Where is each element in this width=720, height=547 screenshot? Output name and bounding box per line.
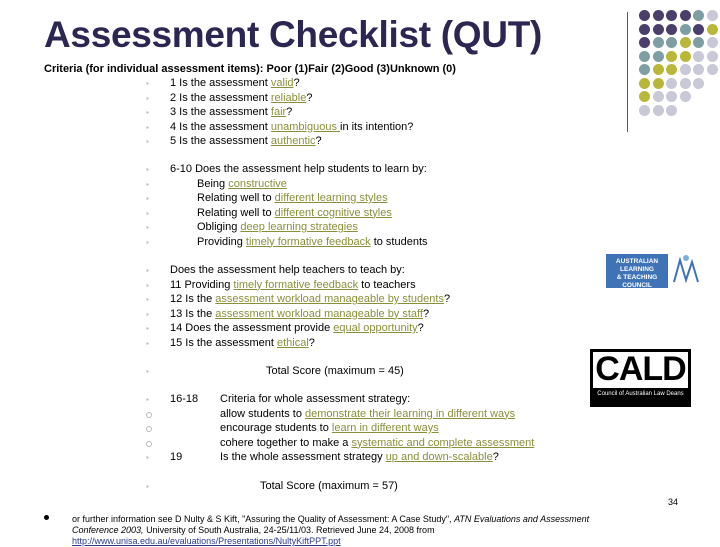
item-text: 4 Is the assessment xyxy=(170,120,271,133)
item-link[interactable]: assessment workload manageable by students xyxy=(215,293,444,305)
hollow-bullet xyxy=(146,426,152,432)
checklist-item xyxy=(170,308,429,321)
item-link[interactable]: learn in different ways xyxy=(331,422,439,434)
item-link[interactable]: unambiguous xyxy=(270,120,340,133)
section-heading: Does the assessment help teachers to teach by: xyxy=(170,264,405,276)
altc-logo-line1: AUSTRALIAN xyxy=(615,258,659,265)
checklist-item xyxy=(170,279,416,292)
item-text: Providing xyxy=(197,235,246,248)
bullet: ▪ xyxy=(146,367,149,376)
decor-dot xyxy=(639,24,650,35)
item-link[interactable]: different cognitive styles xyxy=(274,206,392,219)
decor-dot xyxy=(707,10,718,21)
item-text: Being xyxy=(197,177,229,190)
decor-dot xyxy=(639,78,650,89)
item-suffix: ? xyxy=(443,293,451,305)
item-link[interactable]: deep learning strategies xyxy=(240,221,358,233)
item-text: 11 Providing xyxy=(170,278,234,291)
altc-logo-line2: LEARNING xyxy=(620,266,654,273)
decor-dot xyxy=(666,24,677,35)
decor-dot xyxy=(680,78,691,89)
decor-dot xyxy=(680,24,691,35)
decor-dot xyxy=(653,91,664,102)
item-text: 12 Is the xyxy=(170,293,216,305)
decor-dot xyxy=(639,91,650,102)
decor-dot xyxy=(680,37,691,48)
item-text: Relating well to xyxy=(197,192,275,204)
bullet: ▪ xyxy=(146,137,149,146)
item-link[interactable]: demonstrate their learning in different ways xyxy=(305,407,516,420)
altc-logo-line4: COUNCIL xyxy=(622,282,652,289)
item-suffix: ? xyxy=(293,77,300,89)
item-text: Is the whole assessment strategy xyxy=(220,451,386,463)
checklist-item xyxy=(220,451,499,464)
checklist-item xyxy=(197,236,428,249)
decor-dot xyxy=(653,24,664,35)
item-link[interactable]: timely formative feedback xyxy=(233,278,359,291)
item-text: Relating well to xyxy=(197,206,275,219)
bullet: ▪ xyxy=(146,223,149,232)
divider-line xyxy=(627,12,628,132)
item-suffix: ? xyxy=(315,135,322,147)
item-text: 13 Is the xyxy=(170,307,216,320)
item-link[interactable]: ethical xyxy=(277,336,309,349)
item-suffix: ? xyxy=(306,91,313,104)
decor-dot xyxy=(666,91,677,102)
item-link[interactable]: fair xyxy=(270,106,287,118)
checklist-item xyxy=(170,322,424,335)
item-link[interactable]: equal opportunity xyxy=(333,322,418,334)
bullet: ▪ xyxy=(146,324,149,333)
footer-line2-italic: Conference 2003, xyxy=(72,525,144,535)
bullet: ▪ xyxy=(146,266,149,275)
decor-dot xyxy=(666,78,677,89)
footer-reference xyxy=(72,514,589,547)
page-title: Assessment Checklist (QUT) xyxy=(44,14,543,55)
item-link[interactable]: valid xyxy=(270,77,294,89)
decor-dot xyxy=(680,51,691,62)
bullet: ▪ xyxy=(146,122,149,132)
checklist-item xyxy=(220,408,515,421)
bullet: ▪ xyxy=(146,395,149,404)
bullet: ▪ xyxy=(146,280,149,290)
item-suffix: ? xyxy=(308,336,315,349)
hollow-bullet xyxy=(146,441,152,447)
item-link[interactable]: constructive xyxy=(228,177,287,190)
decor-dot xyxy=(693,51,704,62)
item-suffix: to teachers xyxy=(358,278,416,291)
checklist-item xyxy=(170,293,450,306)
checklist-item xyxy=(170,121,413,134)
bullet: ▪ xyxy=(146,165,149,174)
footer-line2: University of South Australia, 24-25/11/03. Retrieved June 24, 2008 from xyxy=(143,525,435,535)
decor-dot xyxy=(653,78,664,89)
footer-line1-italic: ATN Evaluations and Assessment xyxy=(454,514,590,524)
decor-dot xyxy=(680,10,691,21)
decor-dot xyxy=(693,10,704,21)
decor-dot xyxy=(666,105,677,116)
item-text: allow students to xyxy=(220,407,305,420)
decor-dot xyxy=(680,91,691,102)
checklist-item xyxy=(220,437,534,450)
decor-dot xyxy=(707,24,718,35)
checklist-item xyxy=(197,221,358,234)
item-text: encourage students to xyxy=(220,422,332,434)
bullet: ▪ xyxy=(146,453,149,462)
bullet: ▪ xyxy=(146,338,149,348)
checklist-item xyxy=(197,192,388,205)
bullet: ▪ xyxy=(146,194,149,203)
decor-dot xyxy=(707,37,718,48)
criteria-heading: Criteria (for individual assessment items): Poor (1)Fair (2)Good (3)Unknown (0) xyxy=(44,63,456,75)
decor-dot xyxy=(653,51,664,62)
item-link[interactable]: timely formative feedback xyxy=(245,235,371,248)
checklist-item xyxy=(170,106,292,119)
hollow-bullet xyxy=(146,412,152,418)
item-link[interactable]: authentic xyxy=(270,135,316,147)
decor-dot xyxy=(707,64,718,75)
item-link[interactable]: systematic and complete assessment xyxy=(351,436,535,449)
item-link[interactable]: up and down-scalable xyxy=(385,451,493,463)
item-text: 14 Does the assessment provide xyxy=(170,322,334,334)
checklist-item xyxy=(170,135,322,148)
checklist-item xyxy=(197,207,392,220)
item-suffix: ? xyxy=(417,322,424,334)
cald-logo-text: CALD xyxy=(595,350,686,388)
item-text: cohere together to make a xyxy=(220,436,352,449)
section-heading: 6-10 Does the assessment help students to learn by: xyxy=(170,163,427,175)
decor-dot xyxy=(639,51,650,62)
item-number: 19 xyxy=(170,451,183,463)
decor-dot xyxy=(653,105,664,116)
item-text: Obliging xyxy=(197,221,241,233)
bullet: ▪ xyxy=(146,208,149,218)
cald-logo-subtitle: Council of Australian Law Deans xyxy=(597,391,684,397)
item-text: 1 Is the assessment xyxy=(170,77,271,89)
decor-dot xyxy=(639,64,650,75)
decor-dot xyxy=(666,64,677,75)
bullet: ▪ xyxy=(146,179,149,189)
total-score: Total Score (maximum = 45) xyxy=(266,365,404,377)
decor-dot xyxy=(693,64,704,75)
item-link[interactable]: reliable xyxy=(270,91,307,104)
decor-dot xyxy=(639,37,650,48)
section-heading: Criteria for whole assessment strategy: xyxy=(220,393,411,405)
bullet: ▪ xyxy=(146,309,149,319)
cald-logo xyxy=(590,349,691,407)
item-suffix: in its intention? xyxy=(340,120,414,133)
bullet: ▪ xyxy=(146,482,149,491)
item-link[interactable]: assessment workload manageable by staff xyxy=(215,307,423,320)
item-suffix: ? xyxy=(422,307,430,320)
item-suffix: ? xyxy=(286,106,293,118)
bullet: ▪ xyxy=(146,295,149,304)
footer-bullet xyxy=(44,515,49,520)
bullet: ▪ xyxy=(146,237,149,247)
decor-dot xyxy=(666,51,677,62)
item-text: 15 Is the assessment xyxy=(170,336,277,349)
decor-dot xyxy=(707,51,718,62)
decor-dot xyxy=(666,37,677,48)
bullet: ▪ xyxy=(146,108,149,117)
checklist-item xyxy=(170,337,315,350)
decor-dot xyxy=(693,37,704,48)
footer-line1: or further information see D Nulty & S Kift, "Assuring the Quality of Assessment: A Case Study", xyxy=(72,514,455,524)
checklist-item xyxy=(220,422,439,435)
bullet: ▪ xyxy=(146,79,149,88)
altc-logo xyxy=(604,252,700,290)
checklist-item xyxy=(170,92,312,105)
item-link[interactable]: different learning styles xyxy=(274,192,388,204)
total-score: Total Score (maximum = 57) xyxy=(260,480,398,492)
decor-dot xyxy=(693,78,704,89)
item-text: 2 Is the assessment xyxy=(170,91,271,104)
checklist-item xyxy=(170,77,300,90)
decor-dot xyxy=(653,37,664,48)
checklist-item xyxy=(197,178,287,191)
decor-dot xyxy=(639,105,650,116)
page-number: 34 xyxy=(668,497,679,507)
decor-dot xyxy=(693,24,704,35)
decor-dot xyxy=(666,10,677,21)
item-number: 16-18 xyxy=(170,393,199,405)
decor-dot xyxy=(639,10,650,21)
decor-dot xyxy=(653,10,664,21)
bullet: ▪ xyxy=(146,93,149,103)
item-text: 3 Is the assessment xyxy=(170,106,271,118)
footer-url-link[interactable]: http://www.unisa.edu.au/evaluations/Presentations/NultyKiftPPT.ppt xyxy=(72,536,341,546)
item-text: 5 Is the assessment xyxy=(170,135,271,147)
decor-dot xyxy=(680,64,691,75)
altc-logo-line3: & TEACHING xyxy=(616,274,658,281)
decor-dot xyxy=(653,64,664,75)
item-suffix: to students xyxy=(370,235,428,248)
item-suffix: ? xyxy=(492,451,499,463)
